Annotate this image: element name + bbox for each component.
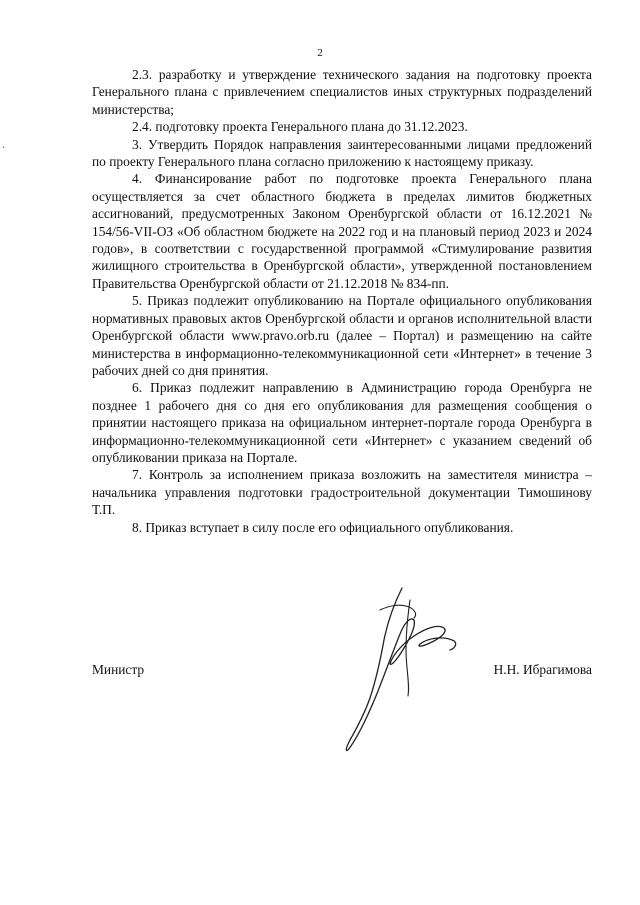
paragraph-2-3: 2.3. разработку и утверждение технического задания на подготовку проекта Генерального плана с привлечением специалистов иных структурных подразделений министерства; [92, 67, 592, 117]
margin-mark: . [2, 137, 5, 151]
paragraph-6: 6. Приказ подлежит направлению в Администрацию города Оренбурга не позднее 1 рабочего дня со дня его опубликования для размещения сообщения о принятии настоящего приказа на официальном интернет-портале города Оренбурга в информационно-телекоммуникационной сети «Интернет» с указанием сведений об опубликовании приказа на Портале. [92, 380, 592, 465]
signatory-name: Н.Н. Ибрагимова [493, 662, 592, 677]
paragraph-2-4: 2.4. подготовку проекта Генерального плана до 31.12.2023. [132, 119, 468, 135]
paragraph-5: 5. Приказ подлежит опубликованию на Портале официального опубликования нормативных правовых актов Оренбургской области и органов исполнительной власти Оренбургской области www.pravo.orb.ru (далее – Портал) и размещению на сайте министерства в информационно-телекоммуникационной сети «Интернет» в течение 3 рабочих дней со дня принятия. [92, 293, 592, 378]
document-body [92, 66, 592, 536]
signatory-title: Министр [92, 662, 145, 677]
paragraph-4: 4. Финансирование работ по подготовке проекта Генерального плана осуществляется за счет областного бюджета в пределах лимитов бюджетных ассигнований, предусмотренных Законом Оренбургской области от 16.12.2021 № 154/56-VII-ОЗ «Об областном бюджете на 2022 год и на плановый период 2023 и 2024 годов», в соответствии с государственной программой «Стимулирование развития жилищного строительства в Оренбургской области», утвержденной постановлением Правительства Оренбургской области от 21.12.2018 № 834-пп. [92, 171, 592, 291]
handwritten-signature [340, 580, 470, 755]
page-number: 2 [317, 47, 323, 59]
paragraph-7: 7. Контроль за исполнением приказа возложить на заместителя министра – начальника управления подготовки градостроительной документации Тимошинову Т.П. [92, 467, 592, 518]
paragraph-8: 8. Приказ вступает в силу после его официального опубликования. [132, 519, 514, 535]
paragraph-3: 3. Утвердить Порядок направления заинтересованными лицами предложений по проекту Генерального плана согласно приложению к настоящему приказу. [92, 136, 592, 170]
